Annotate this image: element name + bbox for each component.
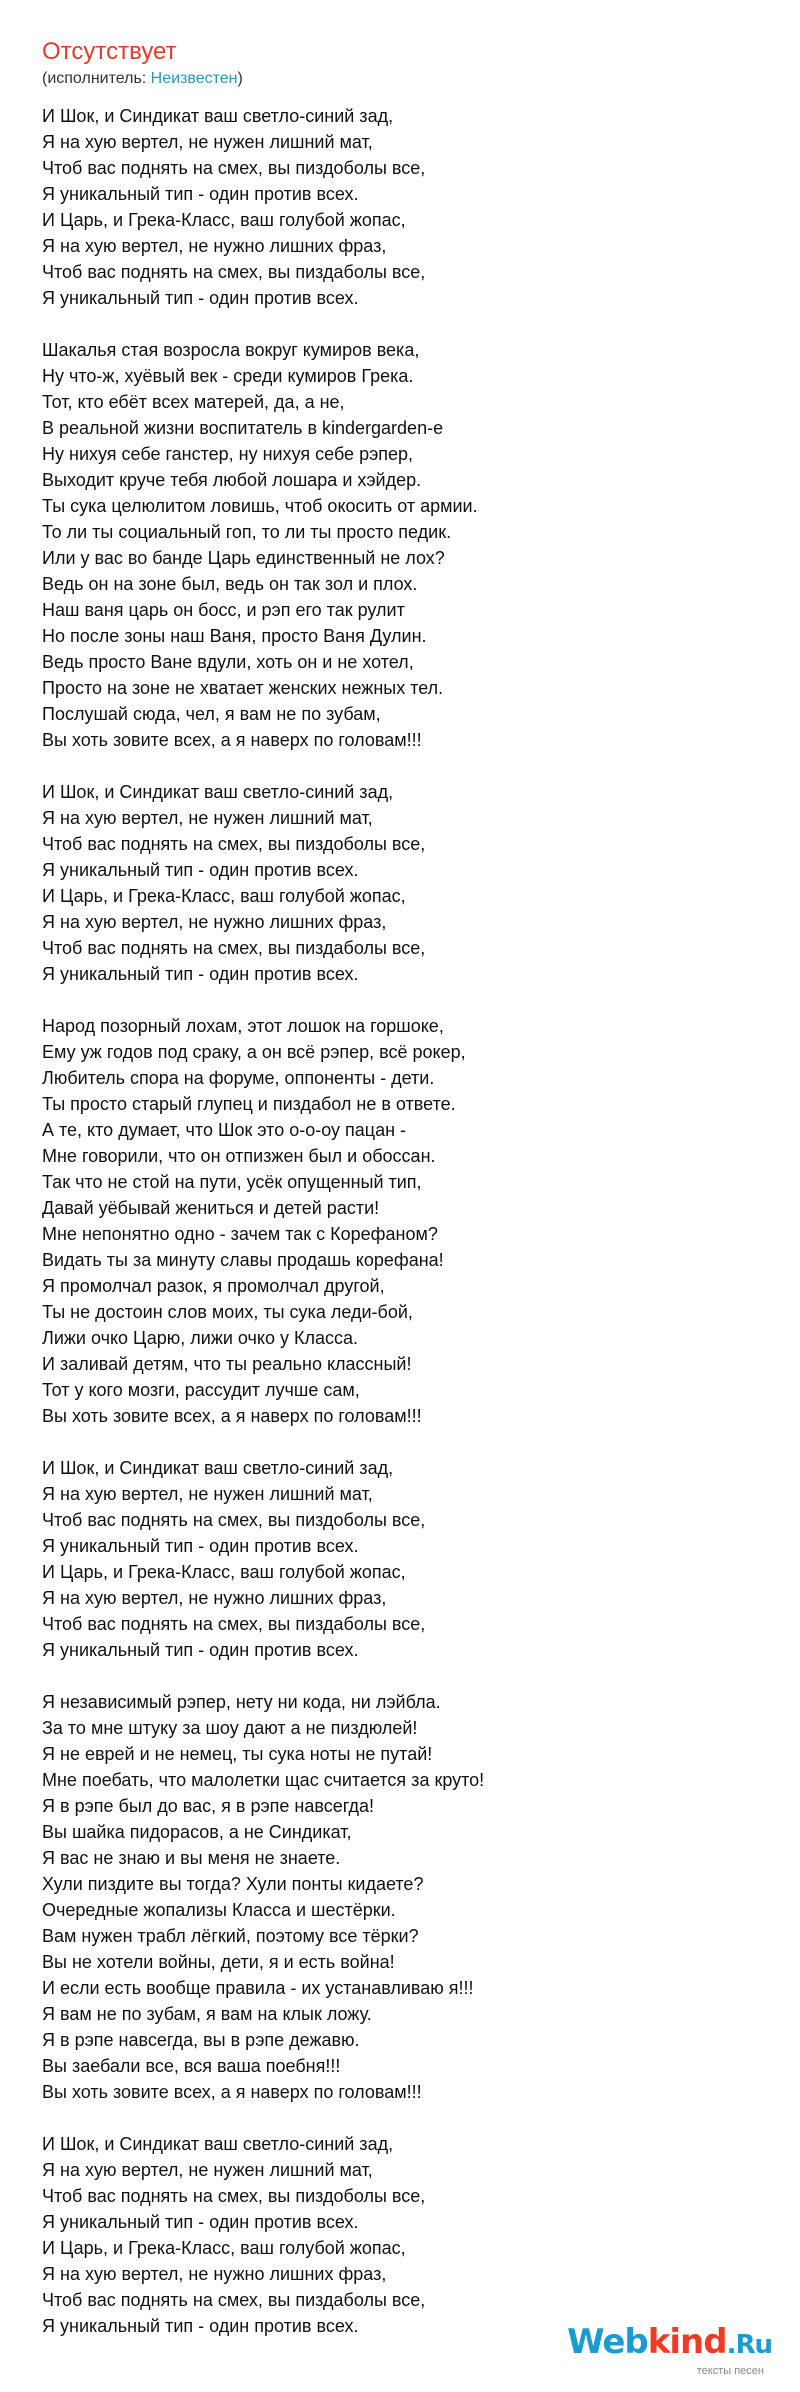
- logo-part-web: Web: [567, 2322, 648, 2362]
- lyric-line: Чтоб вас поднять на смех, вы пиздаболы все,: [42, 938, 426, 958]
- lyric-line: Чтоб вас поднять на смех, вы пиздаболы все,: [42, 262, 426, 282]
- site-logo[interactable]: [562, 2322, 772, 2378]
- lyric-line: Ты сука целюлитом ловишь, чтоб окосить от армии.: [42, 496, 478, 516]
- lyric-line: Я уникальный тип - один против всех.: [42, 2212, 359, 2232]
- lyric-line: Так что не стой на пути, усёк опущенный тип,: [42, 1172, 422, 1192]
- lyric-line: Я в рэпе был до вас, я в рэпе навсегда!: [42, 1796, 375, 1816]
- lyric-line: Вы шайка пидорасов, а не Синдикат,: [42, 1822, 352, 1842]
- lyric-line: Ну что-ж, хуёвый век - среди кумиров Грека.: [42, 366, 414, 386]
- lyric-line: Вы заебали все, вся ваша поебня!!!: [42, 2056, 341, 2076]
- lyrics-stanza: [42, 1689, 762, 2105]
- lyric-line: Лижи очко Царю, лижи очко у Класса.: [42, 1328, 359, 1348]
- lyrics-stanza: [42, 337, 762, 753]
- lyric-line: И Царь, и Грека-Класс, ваш голубой жопас,: [42, 210, 406, 230]
- lyric-line: Я вас не знаю и вы меня не знаете.: [42, 1848, 341, 1868]
- lyric-line: Хули пиздите вы тогда? Хули понты кидаете?: [42, 1874, 424, 1894]
- lyric-line: Я на хую вертел, не нужно лишних фраз,: [42, 1588, 387, 1608]
- lyric-line: Ведь просто Ване вдули, хоть он и не хотел,: [42, 652, 414, 672]
- lyric-line: Я уникальный тип - один против всех.: [42, 184, 359, 204]
- lyric-line: Очередные жопализы Класса и шестёрки.: [42, 1900, 396, 1920]
- logo-part-ru: .Ru: [726, 2330, 772, 2360]
- lyric-line: И Царь, и Грека-Класс, ваш голубой жопас,: [42, 1562, 406, 1582]
- lyric-line: Я в рэпе навсегда, вы в рэпе дежавю.: [42, 2030, 360, 2050]
- lyric-line: Ведь он на зоне был, ведь он так зол и плох.: [42, 574, 418, 594]
- lyric-line: И Шок, и Синдикат ваш светло-синий зад,: [42, 782, 394, 802]
- lyric-line: Я уникальный тип - один против всех.: [42, 1640, 359, 1660]
- logo-tagline: тексты песен: [696, 2365, 764, 2377]
- lyric-line: И Царь, и Грека-Класс, ваш голубой жопас,: [42, 2238, 406, 2258]
- lyric-line: Мне говорили, что он отпизжен был и обоссан.: [42, 1146, 436, 1166]
- lyric-line: Я независимый рэпер, нету ни кода, ни лэйбла.: [42, 1692, 441, 1712]
- lyric-line: Наш ваня царь он босс, и рэп его так рулит: [42, 600, 405, 620]
- lyric-line: Я на хую вертел, не нужно лишних фраз,: [42, 236, 387, 256]
- logo-part-kind: kind: [647, 2322, 727, 2362]
- lyric-line: Вы хоть зовите всех, а я наверх по головам!!!: [42, 2082, 422, 2102]
- lyric-line: Я уникальный тип - один против всех.: [42, 860, 359, 880]
- performer-prefix: (исполнитель:: [42, 70, 151, 87]
- lyric-line: Видать ты за минуту славы продашь корефана!: [42, 1250, 444, 1270]
- lyric-line: Мне непонятно одно - зачем так с Корефаном?: [42, 1224, 438, 1244]
- lyric-line: Послушай сюда, чел, я вам не по зубам,: [42, 704, 381, 724]
- lyrics-stanza: [42, 103, 762, 311]
- lyric-line: Ты не достоин слов моих, ты сука леди-бой,: [42, 1302, 413, 1322]
- lyric-line: Я на хую вертел, не нужен лишний мат,: [42, 808, 373, 828]
- lyric-line: Тот, кто ебёт всех матерей, да, а не,: [42, 392, 345, 412]
- lyric-line: Я на хую вертел, не нужен лишний мат,: [42, 1484, 373, 1504]
- lyric-line: И заливай детям, что ты реально классный!: [42, 1354, 412, 1374]
- lyric-line: И Шок, и Синдикат ваш светло-синий зад,: [42, 2134, 394, 2154]
- lyric-line: А те, кто думает, что Шок это о-о-оу пацан -: [42, 1120, 407, 1140]
- lyric-line: Я не еврей и не немец, ты сука ноты не путай!: [42, 1744, 433, 1764]
- lyric-line: За то мне штуку за шоу дают а не пиздюлей!: [42, 1718, 418, 1738]
- lyric-line: Просто на зоне не хватает женских нежных тел.: [42, 678, 444, 698]
- lyrics-stanza: [42, 2131, 762, 2339]
- lyric-line: Вам нужен трабл лёгкий, поэтому все тёрки?: [42, 1926, 419, 1946]
- lyric-line: Любитель спора на форуме, оппоненты - дети.: [42, 1068, 435, 1088]
- lyric-line: Я на хую вертел, не нужен лишний мат,: [42, 132, 373, 152]
- lyric-line: Вы хоть зовите всех, а я наверх по головам!!!: [42, 730, 422, 750]
- lyric-line: Ему уж годов под сраку, а он всё рэпер, всё рокер,: [42, 1042, 466, 1062]
- lyric-line: Я уникальный тип - один против всех.: [42, 288, 359, 308]
- lyric-line: Вы хоть зовите всех, а я наверх по головам!!!: [42, 1406, 422, 1426]
- lyric-line: Я на хую вертел, не нужен лишний мат,: [42, 2160, 373, 2180]
- lyric-line: То ли ты социальный гоп, то ли ты просто педик.: [42, 522, 452, 542]
- lyric-line: Давай уёбывай жениться и детей расти!: [42, 1198, 380, 1218]
- lyric-line: Я уникальный тип - один против всех.: [42, 2316, 359, 2336]
- lyric-line: Я на хую вертел, не нужно лишних фраз,: [42, 912, 387, 932]
- logo-wordmark: [562, 2322, 772, 2365]
- lyric-line: Я вам не по зубам, я вам на клык ложу.: [42, 2004, 372, 2024]
- lyric-line: Ты просто старый глупец и пиздабол не в ответе.: [42, 1094, 456, 1114]
- lyric-line: Мне поебать, что малолетки щас считается за круто!: [42, 1770, 485, 1790]
- performer-link[interactable]: Неизвестен: [150, 70, 238, 87]
- lyric-line: Народ позорный лохам, этот лошок на горшоке,: [42, 1016, 444, 1036]
- lyrics-stanza: [42, 779, 762, 987]
- lyric-line: Или у вас во банде Царь единственный не лох?: [42, 548, 445, 568]
- lyric-line: Тот у кого мозги, рассудит лучше сам,: [42, 1380, 360, 1400]
- lyrics-stanza: [42, 1013, 762, 1429]
- lyric-line: Я уникальный тип - один против всех.: [42, 1536, 359, 1556]
- lyric-line: Чтоб вас поднять на смех, вы пиздаболы все,: [42, 2290, 426, 2310]
- lyric-line: Чтоб вас поднять на смех, вы пиздоболы все,: [42, 158, 426, 178]
- lyric-line: В реальной жизни воспитатель в kindergarden-е: [42, 418, 444, 438]
- performer-line: [42, 70, 243, 88]
- lyrics-text: [42, 103, 762, 2339]
- lyrics-stanza: [42, 1455, 762, 1663]
- lyric-line: Я промолчал разок, я промолчал другой,: [42, 1276, 385, 1296]
- lyric-line: Чтоб вас поднять на смех, вы пиздоболы все,: [42, 1510, 426, 1530]
- lyric-line: Вы не хотели войны, дети, я и есть война!: [42, 1952, 395, 1972]
- lyric-line: Выходит круче тебя любой лошара и хэйдер.: [42, 470, 422, 490]
- lyric-line: Чтоб вас поднять на смех, вы пиздаболы все,: [42, 1614, 426, 1634]
- song-title: Отсутствует: [42, 38, 177, 65]
- lyric-line: Я на хую вертел, не нужно лишних фраз,: [42, 2264, 387, 2284]
- lyric-line: И Шок, и Синдикат ваш светло-синий зад,: [42, 106, 394, 126]
- lyric-line: Ну нихуя себе ганстер, ну нихуя себе рэпер,: [42, 444, 414, 464]
- lyric-line: И Царь, и Грека-Класс, ваш голубой жопас,: [42, 886, 406, 906]
- performer-suffix: ): [237, 70, 243, 87]
- lyric-line: И если есть вообще правила - их устанавливаю я!!!: [42, 1978, 474, 1998]
- lyric-line: Я уникальный тип - один против всех.: [42, 964, 359, 984]
- lyric-line: Но после зоны наш Ваня, просто Ваня Дулин.: [42, 626, 427, 646]
- lyric-line: И Шок, и Синдикат ваш светло-синий зад,: [42, 1458, 394, 1478]
- lyric-line: Шакалья стая возросла вокруг кумиров века,: [42, 340, 420, 360]
- lyric-line: Чтоб вас поднять на смех, вы пиздоболы все,: [42, 834, 426, 854]
- lyric-line: Чтоб вас поднять на смех, вы пиздоболы все,: [42, 2186, 426, 2206]
